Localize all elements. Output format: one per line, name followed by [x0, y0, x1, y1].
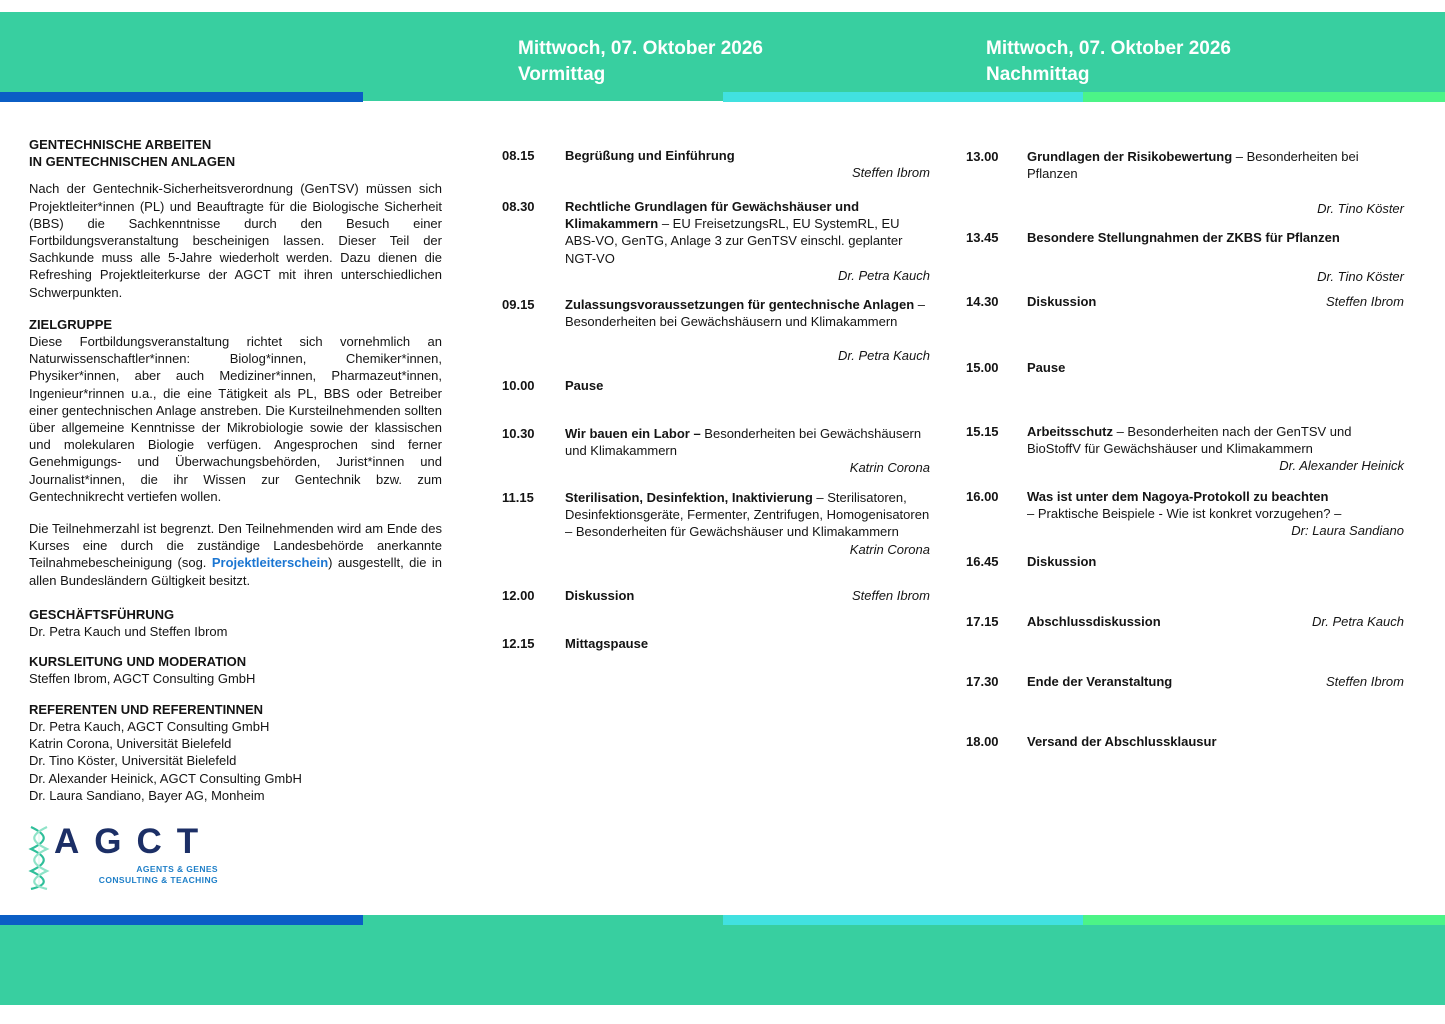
- entry-title: Besondere Stellungnahmen der ZKBS für Pflanzen: [1027, 230, 1340, 245]
- entry-speaker: Steffen Ibrom: [851, 165, 930, 181]
- tagline-line2: CONSULTING & TEACHING: [98, 875, 218, 885]
- schedule-entry: [502, 489, 930, 558]
- entry-line: [1027, 359, 1404, 376]
- entry-body: [1027, 359, 1404, 376]
- intro-paragraph: Nach der Gentechnik-Sicherheitsverordnung (GenTSV) müssen sich Projektleiter*innen (PL) und Beauftragte für die Biologische Sicherheit (BBS) die Sachkenntnisse durch den Besuch einer Fortbildungsveranstaltung bescheinigen lassen. Dieser Teil der Sachkunde muss alle 5-Jahre wiederholt werden. Dazu dienen die Refreshing Projektleiterkurse der AGCT mit ihren unterschiedlichen Schwerpunkten.: [29, 181, 442, 300]
- entry-description: – Besonderheiten bei Pflanzen: [1027, 149, 1359, 182]
- decorative-strip-green: [1083, 915, 1445, 925]
- entry-description: – Praktische Beispiele - Wie ist konkret vorzugehen? –: [1027, 506, 1342, 522]
- entry-body: [565, 587, 930, 604]
- entry-body: [565, 377, 930, 394]
- entry-line: [565, 147, 930, 164]
- entry-title: Begrüßung und Einführung: [565, 148, 735, 163]
- entry-line: [565, 425, 930, 459]
- entry-time: 12.15: [502, 636, 535, 651]
- section-line: Steffen Ibrom, AGCT Consulting GmbH: [29, 671, 256, 687]
- decorative-strip-green: [1083, 92, 1445, 102]
- entry-title: Arbeitsschutz: [1027, 424, 1113, 439]
- schedule-entry: [966, 293, 1404, 310]
- entry-speaker: Dr. Petra Kauch: [837, 348, 930, 364]
- entry-speaker: Dr. Alexander Heinick: [1279, 458, 1404, 474]
- entry-body: [1027, 673, 1404, 690]
- schedule-entry: [966, 733, 1404, 750]
- entry-time: 16.00: [966, 489, 999, 504]
- entry-body: [1027, 553, 1404, 570]
- entry-time: 17.15: [966, 614, 999, 629]
- entry-line: [565, 198, 930, 267]
- entry-line: [1027, 553, 1404, 570]
- entry-time: 16.45: [966, 554, 999, 569]
- course-title-line1: GENTECHNISCHE ARBEITEN: [29, 137, 212, 152]
- section-line: Dr. Laura Sandiano, Bayer AG, Monheim: [29, 787, 265, 803]
- bottom-banner-bar: [0, 915, 1445, 1005]
- entry-line: [565, 296, 930, 330]
- zielgruppe-paragraph: Diese Fortbildungsveranstaltung richtet sich vornehmlich an Naturwissenschaftler*innen: Biolog*innen, Chemiker*innen, Physiker*innen, aber auch Mediziner*innen, Pharmazeut*innen, Ingenieur*rinnen u.a., die eine Tätigkeit als PL, BBS oder Betreiber einer gentechnischen Anlage anstreben. Die Kursteilnehmenden sollten über allgemeine Kenntnisse der Mikrobiologie sowie der klassischen und molekularen Biologie verfügen. Angesprochen sind ferner Genehmigungs- und Überwachungsbehörden, Jurist*innen und Journalist*innen, die ihr Wissen zur Gentechnik bzw. zum Gentechnikrecht vertiefen wollen.: [29, 334, 442, 504]
- session-period: Vormittag: [518, 64, 606, 85]
- entry-description: – Sterilisatoren, Desinfektionsgeräte, Fermenter, Zentrifugen, Homogenisatoren – Besonderheiten für Gewächshäuser und Klimakammern: [565, 490, 930, 540]
- schedule-entry: [966, 613, 1404, 630]
- entry-time: 10.00: [502, 378, 535, 393]
- entry-time: 13.45: [966, 230, 999, 245]
- entry-time: 12.00: [502, 588, 535, 603]
- entry-line: [565, 587, 930, 604]
- entry-title: Zulassungsvoraussetzungen für gentechnische Anlagen: [565, 297, 915, 312]
- agct-logo-tagline: [99, 864, 218, 886]
- entry-body: [1027, 613, 1404, 630]
- decorative-strip-cyan: [723, 92, 1083, 102]
- section-line: Dr. Alexander Heinick, AGCT Consulting GmbH: [29, 770, 302, 786]
- entry-title: Versand der Abschlussklausur: [1027, 734, 1217, 749]
- entry-time: 11.15: [502, 490, 534, 505]
- entry-line: [1027, 733, 1404, 750]
- entry-body: [1027, 148, 1404, 218]
- entry-description: – EU FreisetzungsRL, EU SystemRL, EU ABS-VO, GenTG, Anlage 3 zur GenTSV einschl. geplanter NGT-VO: [565, 216, 903, 266]
- entry-line: [1027, 613, 1404, 630]
- entry-line: [1027, 673, 1404, 690]
- entry-body: [1027, 733, 1404, 750]
- entry-speaker: Dr: Laura Sandiano: [1291, 523, 1404, 539]
- entry-line: [1027, 229, 1404, 246]
- entry-time: 13.00: [966, 149, 999, 164]
- entry-title: Pause: [565, 378, 604, 393]
- schedule-entry: [502, 635, 930, 652]
- entry-title: Was ist unter dem Nagoya-Protokoll zu beachten: [1027, 489, 1329, 504]
- section-heading: REFERENTEN UND REFERENTINNEN: [29, 701, 264, 717]
- entry-time: 08.30: [502, 199, 535, 214]
- agct-logo-letters: AGCT: [54, 822, 214, 861]
- entry-speaker: Dr. Petra Kauch: [837, 267, 930, 283]
- schedule-entry: [966, 229, 1404, 285]
- entry-title: Rechtliche Grundlagen für Gewächshäuser und Klimakammern: [565, 199, 860, 232]
- entry-description: Besonderheiten bei Gewächshäusern und Klimakammern: [565, 426, 922, 459]
- entry-line: [1027, 488, 1404, 505]
- entry-body: [565, 296, 930, 365]
- entry-title: Ende der Veranstaltung: [1027, 674, 1173, 689]
- entry-description: – Besonderheiten bei Gewächshäusern und Klimakammern: [565, 297, 925, 330]
- tagline-line1: AGENTS & GENES: [136, 864, 218, 874]
- schedule-entry: [966, 673, 1404, 690]
- schedule-entry: [966, 423, 1404, 475]
- entry-title: Mittagspause: [565, 636, 649, 651]
- entry-line: [565, 377, 930, 394]
- entry-speaker: Steffen Ibrom: [851, 588, 930, 603]
- entry-line: [565, 489, 930, 541]
- entry-body: [1027, 488, 1404, 540]
- entry-line: [565, 635, 930, 652]
- section-line: Katrin Corona, Universität Bielefeld: [29, 736, 232, 752]
- entry-speaker: Steffen Ibrom: [1325, 674, 1404, 689]
- entry-title: Wir bauen ein Labor –: [565, 426, 701, 441]
- section-heading: GESCHÄFTSFÜHRUNG: [29, 606, 175, 622]
- entry-body: [1027, 293, 1404, 310]
- entry-speaker: Steffen Ibrom: [1325, 294, 1404, 309]
- section-heading: KURSLEITUNG UND MODERATION: [29, 654, 247, 670]
- entry-time: 14.30: [966, 294, 999, 309]
- info-section: [29, 653, 442, 687]
- session-header-morning: [518, 36, 763, 88]
- schedule-entry: [966, 148, 1404, 218]
- entry-speaker: Dr. Petra Kauch: [1311, 614, 1404, 629]
- projektleiterschein-link[interactable]: Projektleiterschein: [211, 555, 329, 571]
- entry-body: [565, 489, 930, 558]
- entry-time: 15.00: [966, 360, 999, 375]
- schedule-entry: [502, 147, 930, 181]
- entry-body: [1027, 423, 1404, 475]
- entry-speaker: Katrin Corona: [849, 460, 930, 476]
- schedule-entry: [502, 425, 930, 477]
- entry-line: [1027, 148, 1404, 182]
- teilnehmer-text-post: ) ausgestellt, die in allen Bundesländern Gültigkeit besitzt.: [29, 555, 442, 588]
- schedule-entry: [502, 587, 930, 604]
- decorative-strip-cyan: [723, 915, 1083, 925]
- zielgruppe-heading: ZIELGRUPPE: [29, 316, 113, 332]
- course-description-column: [29, 136, 442, 817]
- entry-time: 08.15: [502, 148, 535, 163]
- dna-helix-icon: [26, 826, 52, 890]
- session-header-afternoon: [986, 36, 1231, 88]
- entry-time: 17.30: [966, 674, 999, 689]
- zielgruppe-section: [29, 316, 442, 505]
- entry-body: [565, 425, 930, 477]
- schedule-entry: [502, 296, 930, 365]
- schedule-entry: [966, 359, 1404, 376]
- info-section: [29, 606, 442, 640]
- entry-title: Abschlussdiskussion: [1027, 614, 1161, 629]
- entry-time: 18.00: [966, 734, 999, 749]
- section-line: Dr. Petra Kauch und Steffen Ibrom: [29, 624, 228, 640]
- course-title: [29, 136, 442, 170]
- schedule-entry: [502, 377, 930, 394]
- info-section: [29, 701, 442, 804]
- entry-body: [1027, 229, 1404, 285]
- entry-title: Diskussion: [1027, 554, 1097, 569]
- schedule-entry: [502, 198, 930, 284]
- entry-description: – Besonderheiten nach der GenTSV und BioStoffV für Gewächshäuser und Klimakammern: [1027, 424, 1352, 457]
- entry-time: 15.15: [966, 424, 999, 439]
- entry-title: Diskussion: [1027, 294, 1097, 309]
- entry-body: [565, 198, 930, 284]
- entry-body: [565, 147, 930, 181]
- decorative-strip-blue: [0, 92, 363, 102]
- entry-title: Grundlagen der Risikobewertung: [1027, 149, 1233, 164]
- entry-time: 10.30: [502, 426, 535, 441]
- entry-title: Diskussion: [565, 588, 635, 603]
- entry-line: [1027, 293, 1404, 310]
- decorative-strip-blue: [0, 915, 363, 925]
- entry-speaker: Katrin Corona: [849, 541, 930, 557]
- entry-speaker: Dr. Tino Köster: [1317, 201, 1404, 217]
- entry-line: [1027, 423, 1404, 457]
- entry-title: Pause: [1027, 360, 1066, 375]
- schedule-entry: [966, 488, 1404, 540]
- session-date: Mittwoch, 07. Oktober 2026: [986, 38, 1231, 59]
- schedule-entry: [966, 553, 1404, 570]
- teilnehmer-paragraph: [29, 520, 442, 589]
- teilnehmer-text-pre: Die Teilnehmerzahl ist begrenzt. Den Teilnehmenden wird am Ende des Kurses eine durch die zuständige Landesbehörde anerkannte Teilnahmebescheinigung (sog.: [29, 521, 442, 571]
- entry-body: [565, 635, 930, 652]
- section-line: Dr. Tino Köster, Universität Bielefeld: [29, 753, 237, 769]
- section-line: Dr. Petra Kauch, AGCT Consulting GmbH: [29, 718, 270, 734]
- session-period: Nachmittag: [986, 64, 1090, 85]
- course-title-line2: IN GENTECHNISCHEN ANLAGEN: [29, 154, 236, 170]
- session-date: Mittwoch, 07. Oktober 2026: [518, 38, 763, 59]
- entry-title: Sterilisation, Desinfektion, Inaktivierung: [565, 490, 813, 505]
- agct-logo: [26, 822, 218, 892]
- entry-time: 09.15: [502, 297, 535, 312]
- entry-speaker: Dr. Tino Köster: [1317, 269, 1404, 285]
